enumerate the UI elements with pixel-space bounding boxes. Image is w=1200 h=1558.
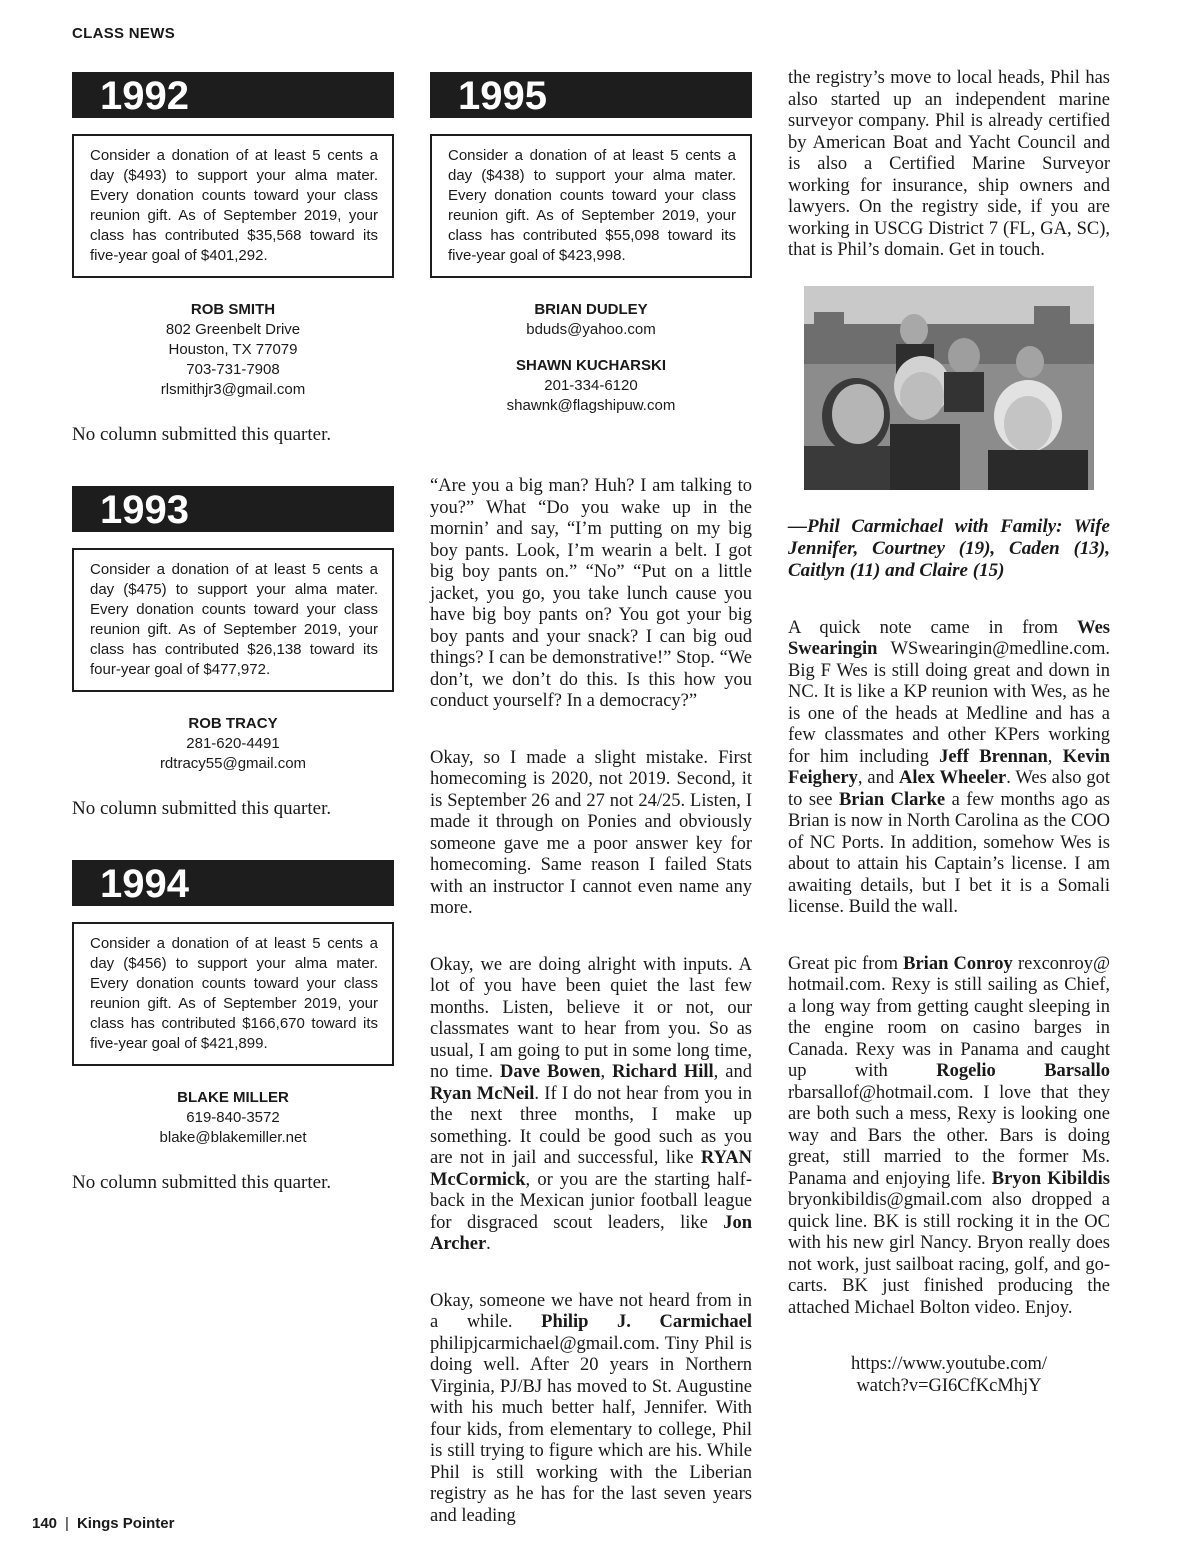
contact-line: rlsmithjr3@gmail.com (160, 381, 306, 398)
year-heading: 1995 (430, 72, 752, 118)
family-photo (804, 286, 1094, 490)
text-run: , and (713, 1062, 752, 1082)
text-run: , (600, 1062, 613, 1082)
magazine-title: Kings Pointer (76, 1515, 175, 1532)
video-url-line: https://www.youtube.com/ (850, 1354, 1048, 1374)
text-run: Okay, we are doing alright with inputs. A lot of you have been quiet the last few months. Listen, believe it or not, our classmates want to hear from you. So as usual, I am going to put in some long time, no time. (430, 954, 752, 1082)
paragraph-spacer (788, 919, 1110, 954)
text-paragraph (430, 476, 752, 713)
contact-spacer (430, 340, 752, 356)
contact-line: rdtracy55@gmail.com (159, 755, 307, 772)
section-label: CLASS NEWS (72, 25, 176, 42)
contact-name: ROB TRACY (188, 715, 278, 732)
text-run: philipjcarmichael@gmail.com. Tiny Phil is doing well. After 20 years in Northern Virginia, PJ/BJ has moved to St. Augustine with his much better half, Jennifer. With four kids, from elementary to college, Phil is still trying to figure which are his. While Phil is still working with the Liberian registry as he has for the last seven years and leading (430, 1333, 752, 1526)
video-url[interactable] (788, 1354, 1110, 1397)
contact-name: BLAKE MILLER (177, 1089, 289, 1106)
column-2-text (430, 476, 752, 1527)
contact-line: 281-620-4491 (186, 735, 280, 752)
no-column-note: No column submitted this quarter. (72, 798, 332, 819)
text-run: bryonkibildis@gmail.com also dropped a quick line. BK is still rocking it in the OC with his new girl Nancy. Bryon really does not work, just sailboat racing, golf, and go-carts. BK just finished producing the attached Michael Bolton video. Enjoy. (788, 1190, 1110, 1318)
text-run: Okay, someone we have not heard from in a while. (430, 1290, 752, 1332)
text-paragraph (430, 748, 752, 920)
text-run: WSwearingin@medline.com. Big F Wes is still doing great and down in NC. It is like a KP reunion with Wes, as he is one of the heads at Medline and has a few classmates and other KPers working for him including (788, 639, 1110, 767)
name-highlight: Dave Bowen (499, 1062, 601, 1082)
contact-line: bduds@yahoo.com (526, 321, 656, 338)
contact-line: shawnk@flagshipuw.com (506, 397, 676, 414)
contact-name: BRIAN DUDLEY (534, 301, 648, 318)
year-heading: 1992 (72, 72, 394, 118)
no-column-note: No column submitted this quarter. (72, 424, 332, 445)
name-highlight: Jon Archer (430, 1212, 752, 1254)
paragraph-spacer (430, 713, 752, 748)
name-highlight: Philip J. Carmichael (541, 1312, 752, 1332)
donation-box: Consider a donation of at least 5 cents a day ($438) to support your alma mater. Every donation counts toward your class reunion gift. As of September 2019, your class has contributed $55,098 toward its five-year goal of $423,998. (430, 134, 752, 278)
contact-name: SHAWN KUCHARSKI (516, 357, 666, 374)
name-highlight: Wes Swearingin (788, 617, 1110, 659)
name-highlight: Brian Clarke (838, 789, 946, 810)
page-number: 140 (32, 1515, 58, 1532)
name-highlight: Bryon Kibildis (991, 1168, 1110, 1189)
name-highlight: Alex Wheeler (898, 768, 1007, 788)
contact-line: Houston, TX 77079 (168, 341, 298, 358)
text-run: “Are you a big man? Huh? I am talking to you?” What “Do you wake up in the mornin’ and say, “I’m putting on my big boy pants. Look, I’m wearin a belt. I got big boy pants on.” “No” “Put on a little jacket, you go, you take lunch cause you have big boy pants on? You got your big boy pants and your snack? I can big oud things? I can be demonstrative!” Stop. “We don’t, we don’t do this. Is this how you conduct yourself? In a democracy?” (430, 476, 752, 711)
paragraph-spacer (430, 920, 752, 955)
footer (32, 1515, 174, 1532)
text-run: Great pic from (788, 953, 904, 974)
text-paragraph (788, 68, 1110, 262)
class-contacts (72, 714, 394, 774)
donation-box: Consider a donation of at least 5 cents a day ($456) to support your alma mater. Every donation counts toward your class reunion gift. As of September 2019, your class has contributed $166,670 toward its five-year goal of $421,899. (72, 922, 394, 1066)
paragraph-spacer (430, 1256, 752, 1291)
text-run: , or you are the starting half-back in the Mexican junior football league for disgraced scout leaders, like (430, 1169, 752, 1233)
text-run: the registry’s move to local heads, Phil has also started up an independent marine surveyor company. Phil is already certified by American Boat and Yacht Council and is also a Certified Marine Surveyor working for insurance, ship owners and lawyers. On the registry side, if you are working in USCG District 7 (FL, GA, SC), that is Phil’s domain. Get in touch. (788, 68, 1110, 260)
text-run: Okay, so I made a slight mistake. First homecoming is 2020, not 2019. Second, it is September 26 and 27 not 24/25. Listen, I made it through on Ponies and obviously someone gave me a poor answer key for homecoming. Same reason I failed Stats with an instructor I cannot even name any more. (430, 747, 752, 918)
class-block-1994 (72, 860, 394, 1194)
contact-line: 802 Greenbelt Drive (165, 321, 301, 338)
contact-line: 619-840-3572 (186, 1109, 280, 1126)
text-run: rbarsallof@hotmail.com. I love that they are both such a mess, Rexy is looking one way and Bars the other. Bars is doing great, still married to the former Ms. Panama and enjoying life. (788, 1082, 1110, 1189)
class-block-1993 (72, 486, 394, 820)
text-paragraph (430, 1291, 752, 1528)
text-run: . (486, 1234, 491, 1254)
video-url-line: watch?v=GI6CfKcMhjY (856, 1375, 1042, 1396)
photo-caption: —Phil Carmichael with Family: Wife Jennifer, Courtney (19), Caden (13), Caitlyn (11) and Claire (15) (788, 515, 1110, 581)
text-run: a few months ago as Brian is now in North Carolina as the COO of NC Ports. In addition, somehow Wes is about to attain his Captain’s license. I am awaiting details, but I bet it is a Somali license. Build the wall. (788, 789, 1111, 917)
contact-line: 703-731-7908 (186, 361, 280, 378)
text-run: A quick note came in from (788, 617, 1078, 638)
column-3-intro (788, 68, 1110, 262)
footer-separator: | (65, 1515, 69, 1532)
text-paragraph (788, 618, 1110, 919)
class-contacts (72, 300, 394, 400)
name-highlight: Brian Conroy (903, 953, 1013, 974)
column-2 (430, 72, 752, 1527)
contact-name: ROB SMITH (190, 301, 276, 318)
name-highlight: Jeff Brennan (939, 746, 1048, 767)
donation-box: Consider a donation of at least 5 cents a day ($475) to support your alma mater. Every donation counts toward your class reunion gift. As of September 2019, your class has contributed $26,138 toward its four-year goal of $477,972. (72, 548, 394, 692)
year-heading: 1994 (72, 860, 394, 906)
column-3 (788, 68, 1110, 1397)
class-contacts (72, 1088, 394, 1148)
class-contacts (430, 300, 752, 416)
name-highlight: Ryan McNeil (430, 1083, 535, 1104)
class-block-1995 (430, 72, 752, 416)
text-run: , and (857, 768, 899, 788)
name-highlight: Richard Hill (612, 1062, 714, 1082)
name-highlight: Kevin Feighery (788, 746, 1111, 788)
text-paragraph (430, 955, 752, 1256)
donation-box: Consider a donation of at least 5 cents a day ($493) to support your alma mater. Every donation counts toward your class reunion gift. As of September 2019, your class has contributed $35,568 toward its five-year goal of $401,292. (72, 134, 394, 278)
text-run: rexconroy@ hotmail.com. Rexy is still sailing as Chief, a long way from getting caught sleeping in the engine room on casino barges in Canada. Rexy was in Panama and caught up with (788, 953, 1110, 1081)
column-3-text (788, 618, 1110, 1320)
text-paragraph (788, 954, 1110, 1320)
no-column-note: No column submitted this quarter. (72, 1172, 332, 1193)
text-run: , (1047, 746, 1063, 767)
name-highlight: RYAN McCormick (430, 1148, 752, 1190)
text-run: . Wes also got to see (788, 768, 1110, 810)
class-block-1992 (72, 72, 394, 446)
year-heading: 1993 (72, 486, 394, 532)
column-1 (72, 72, 394, 1234)
contact-line: 201-334-6120 (544, 377, 638, 394)
contact-line: blake@blakemiller.net (159, 1129, 307, 1146)
text-run: . If I do not hear from you in the next three months, I make up something. It could be good such as you are not in jail and successful, like (430, 1083, 752, 1168)
name-highlight: Rogelio Barsallo (936, 1061, 1110, 1081)
